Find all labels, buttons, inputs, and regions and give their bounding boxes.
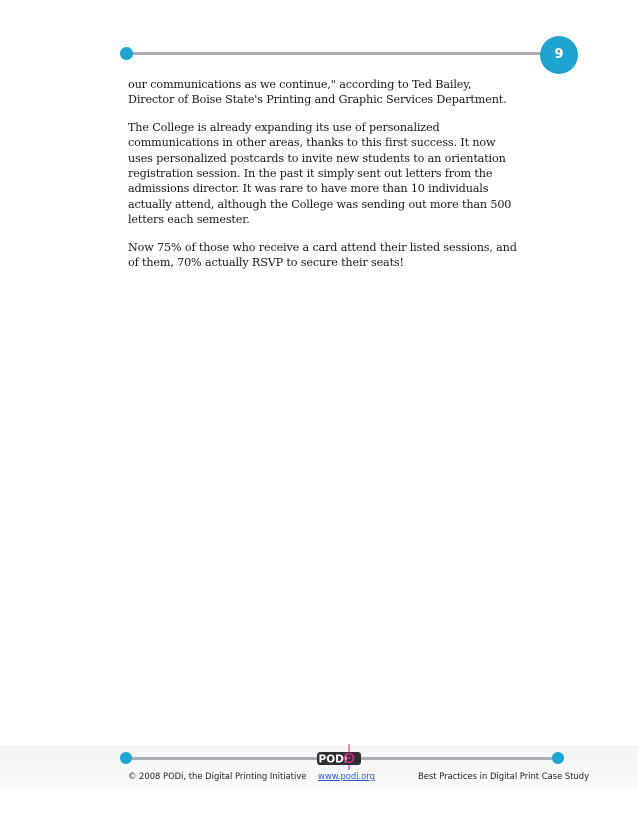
- page-number-badge: 9: [540, 36, 578, 74]
- header-rule: [126, 52, 558, 55]
- body-text: [128, 77, 518, 283]
- header-rule-dot: [120, 47, 133, 60]
- paragraph-1: our communications as we continue," according to Ted Bailey, Director of Boise State's Printing and Graphic Services Department.: [128, 78, 507, 107]
- footer-website-link[interactable]: www.podi.org: [318, 771, 375, 781]
- paragraph-3: Now 75% of those who receive a card attend their listed sessions, and of them, 70% actually RSVP to secure their seats!: [128, 240, 517, 269]
- podi-logo: [316, 744, 362, 770]
- paragraph-2: The College is already expanding its use of personalized communications in other areas, thanks to this first success. It now uses personalized postcards to invite new students to an orientation registration session. In the past it simply sent out letters from the admissions director. It was rare to have more than 10 individuals actually attend, although the College was sending out more than 500 letters each semester.: [128, 121, 512, 226]
- podi-logo-text: PODi: [318, 753, 348, 766]
- footer-rule-dot-left: [120, 752, 132, 764]
- footer-doc-title: Best Practices in Digital Print Case Study: [418, 771, 590, 781]
- footer-rule-dot-right: [552, 752, 564, 764]
- footer-copyright: © 2008 PODi, the Digital Printing Initiative: [128, 771, 307, 781]
